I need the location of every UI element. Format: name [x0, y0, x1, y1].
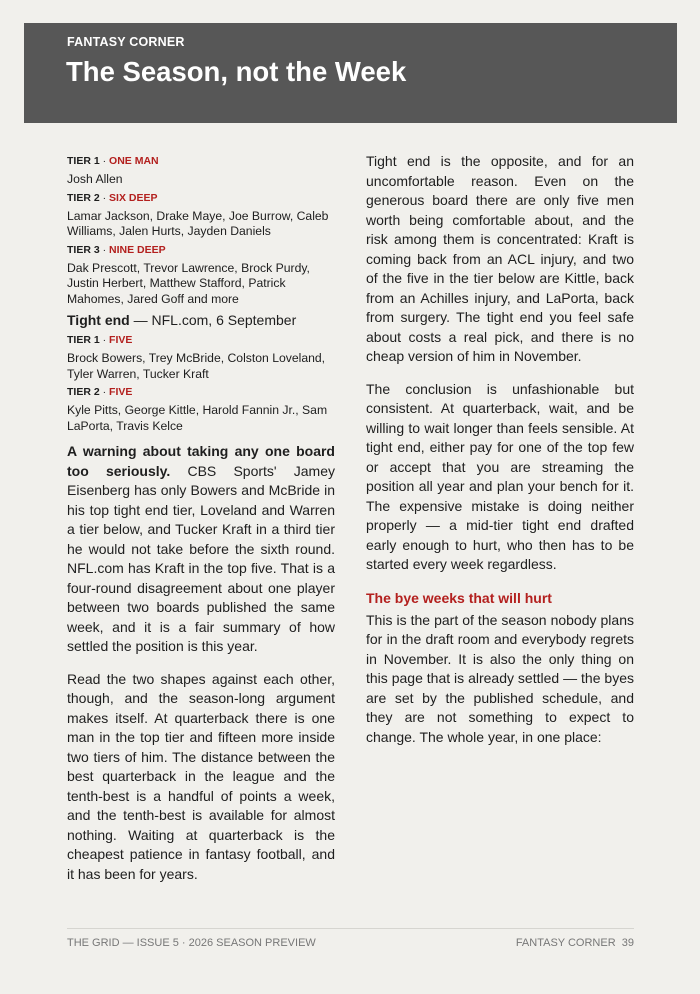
tier-label: TIER 2 [67, 386, 100, 398]
tier-separator: · [99, 155, 110, 167]
tier-separator: · [99, 191, 110, 204]
footer-page-number: FANTASY CORNER 39 [515, 937, 634, 949]
tier-tag: NINE DEEP [109, 243, 166, 256]
tier-label: TIER 3 [67, 243, 100, 256]
body-paragraph: Tight end is the opposite, and for an uncomfortable reason. Even on the generous board there are only five men worth being comfortable about, and the risk among them is concentrated: Kraft is coming back from an ACL injury, and two of the five in the tier below are Kittle, back from an Achilles injury, and LaPorta, back from surgery. The tight end you feel safe about costs a real pick, and there is no cheap version of him in November. [366, 153, 634, 364]
tier-heading [67, 334, 335, 347]
body-paragraph: This is the part of the season nobody plans for in the draft room and everybody regrets in November. It is also the only thing on this page that is already settled — the byes are set by the published schedule, and they are not something to expect to change. The whole year, in one place: [366, 611, 634, 745]
tier-names: Dak Prescott, Trevor Lawrence, Brock Purdy, Justin Herbert, Matthew Stafford, Patrick Mahomes, Jared Goff and more [67, 260, 310, 306]
tier-tag: FIVE [109, 386, 133, 398]
section-kicker: FANTASY CORNER [67, 35, 185, 49]
body-paragraph: Read the two shapes against each other, though, and the season-long argument makes itself. At quarterback there is one man in the top tier and fifteen more inside two tiers of him. The distance between the best quarterback in the league and the tenth-best is a handful of points a week, and the tenth-best is available for almost nothing. Waiting at quarterback is the cheapest patience in fantasy football, and it has been for years. [67, 670, 335, 882]
tight-end-title: Tight end [67, 312, 130, 328]
footer-publication: THE GRID — ISSUE 5 · 2026 SEASON PREVIEW [67, 937, 316, 949]
tier-tag: SIX DEEP [109, 191, 158, 204]
tier-names: Brock Bowers, Trey McBride, Colston Loveland, Tyler Warren, Tucker Kraft [67, 351, 326, 381]
te-tier-1 [67, 334, 335, 382]
tier-label: TIER 1 [67, 334, 100, 346]
tier-tag: FIVE [109, 334, 133, 346]
tier-heading [67, 155, 335, 168]
tier-names: Josh Allen [67, 172, 123, 186]
right-column [366, 152, 634, 760]
qb-tier-1 [67, 155, 335, 188]
page-title: The Season, not the Week [66, 56, 407, 87]
tier-separator: · [99, 334, 110, 346]
qb-tier-2 [67, 192, 335, 240]
tier-label: TIER 1 [67, 155, 100, 167]
tier-names: Kyle Pitts, George Kittle, Harold Fannin Jr., Sam LaPorta, Travis Kelce [67, 403, 328, 433]
body-paragraph: The conclusion is unfashionable but consistent. At quarterback, wait, and be willing to wait longer than feels sensible. At tight end, either pay for one of the top few or accept that you are streaming the position all year and plan your bench for it. The expensive mistake is doing neither properly — a mid-tier tight end drafted early enough to hurt, who then has to be started every week regardless. [366, 380, 634, 572]
tier-heading [67, 386, 335, 399]
left-column [67, 152, 335, 897]
qb-tier-3 [67, 244, 335, 308]
tier-separator: · [99, 386, 110, 398]
tier-heading [67, 192, 335, 205]
tier-heading [67, 244, 335, 257]
section-subhead: The bye weeks that will hurt [366, 589, 552, 606]
tier-names: Lamar Jackson, Drake Maye, Joe Burrow, Caleb Williams, Jalen Hurts, Jayden Daniels [67, 208, 329, 238]
tight-end-source: — NFL.com, 6 September [129, 312, 297, 328]
tight-end-heading [67, 311, 335, 329]
body-paragraph [67, 442, 335, 657]
tier-tag: ONE MAN [109, 155, 159, 167]
page-header [24, 23, 677, 123]
te-tier-2 [67, 386, 335, 434]
paragraph-lead: A warning about taking any one board too seriously. [67, 443, 335, 479]
tier-separator: · [99, 243, 110, 256]
tier-label: TIER 2 [67, 191, 100, 204]
paragraph-text: CBS Sports' Jamey Eisenberg has only Bowers and McBride in his top tight end tier, Loveland and Warren a tier below, and Tucker Kraft in a third tier he would not take before the sixth round. NFL.com has Kraft in the top five. That is a four-round disagreement about one player between two boards published the same week, and it is a fair summary of how settled the position is this year. [67, 462, 335, 654]
footer-divider [67, 928, 634, 929]
